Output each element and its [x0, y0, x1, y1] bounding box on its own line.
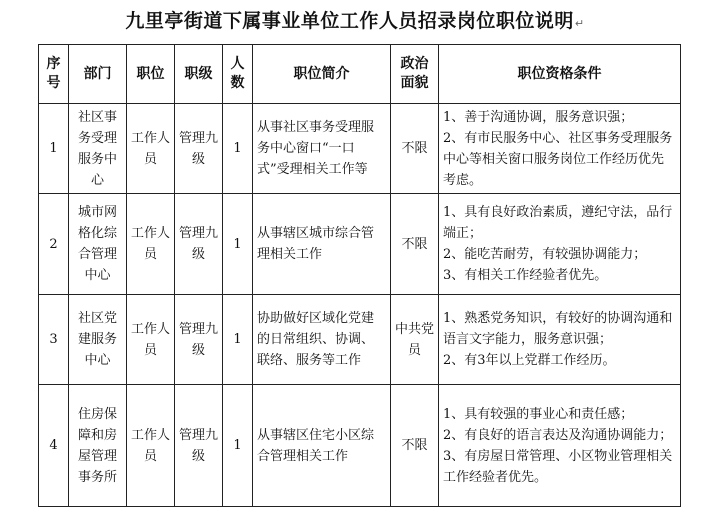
cell-dept: 住房保障和房屋管理事务所: [69, 385, 127, 507]
cell-seq: 1: [39, 104, 69, 194]
cell-count: 1: [223, 194, 253, 295]
cell-political: 中共党员: [391, 295, 439, 385]
cell-seq: 4: [39, 385, 69, 507]
cell-dept: 社区事务受理服务中心: [69, 104, 127, 194]
requirement-line: 3、有房屋日常管理、小区物业管理相关工作经验者优先。: [443, 448, 673, 485]
cell-seq: 3: [39, 295, 69, 385]
header-position: 职位: [127, 45, 175, 104]
requirement-line: 2、能吃苦耐劳，有较强协调能力；: [443, 247, 647, 262]
header-count: 人数: [223, 45, 253, 104]
header-dept: 部门: [69, 45, 127, 104]
cell-count: 1: [223, 385, 253, 507]
cell-intro: 从事辖区城市综合管理相关工作: [253, 194, 391, 295]
cell-intro: 协助做好区域化党建的日常组织、协调、联络、服务等工作: [253, 295, 391, 385]
cell-position: 工作人员: [127, 385, 175, 507]
cell-requirements: [439, 194, 681, 295]
table-row: [39, 385, 681, 507]
cell-requirements: [439, 104, 681, 194]
cell-seq: 2: [39, 194, 69, 295]
cell-position: 工作人员: [127, 295, 175, 385]
requirement-line: 2、有3年以上党群工作经历。: [443, 353, 616, 368]
header-political: 政治面貌: [391, 45, 439, 104]
table-header-row: [39, 45, 681, 104]
cell-dept: 社区党建服务中心: [69, 295, 127, 385]
header-intro: 职位简介: [253, 45, 391, 104]
cell-position: 工作人员: [127, 194, 175, 295]
cell-position: 工作人员: [127, 104, 175, 194]
cell-political: 不限: [391, 194, 439, 295]
cell-count: 1: [223, 104, 253, 194]
page-title: 九里亭街道下属事业单位工作人员招录岗位职位说明↵: [125, 10, 585, 32]
requirement-line: 2、有市民服务中心、社区事务受理服务中心等相关窗口服务岗位工作经历优先考虑。: [443, 130, 673, 188]
requirement-line: 1、熟悉党务知识，有较好的协调沟通和语言文字能力，服务意识强；: [443, 311, 673, 347]
cell-grade: 管理九级: [175, 295, 223, 385]
header-seq: 序号: [39, 45, 69, 104]
cell-dept: 城市网格化综合管理中心: [69, 194, 127, 295]
cell-requirements: [439, 385, 681, 507]
cell-grade: 管理九级: [175, 194, 223, 295]
requirement-line: 3、有相关工作经验者优先。: [443, 268, 608, 283]
table-row: [39, 295, 681, 385]
header-requirements: 职位资格条件: [439, 45, 681, 104]
requirement-line: 1、善于沟通协调，服务意识强；: [443, 109, 634, 125]
cell-political: 不限: [391, 104, 439, 194]
requirement-line: 2、有良好的语言表达及沟通协调能力；: [443, 427, 673, 443]
table-row: [39, 104, 681, 194]
paragraph-mark: ↵: [574, 17, 585, 30]
positions-table: [38, 44, 681, 507]
cell-count: 1: [223, 295, 253, 385]
cell-intro: 从事辖区住宅小区综合管理相关工作: [253, 385, 391, 507]
header-grade: 职级: [175, 45, 223, 104]
cell-requirements: [439, 295, 681, 385]
table-row: [39, 194, 681, 295]
requirement-line: 1、具有较强的事业心和责任感；: [443, 406, 634, 422]
requirement-line: 1、具有良好政治素质，遵纪守法，品行端正；: [443, 205, 673, 241]
cell-political: 不限: [391, 385, 439, 507]
cell-intro: 从事社区事务受理服务中心窗口“一口式”受理相关工作等: [253, 104, 391, 194]
cell-grade: 管理九级: [175, 104, 223, 194]
cell-grade: 管理九级: [175, 385, 223, 507]
